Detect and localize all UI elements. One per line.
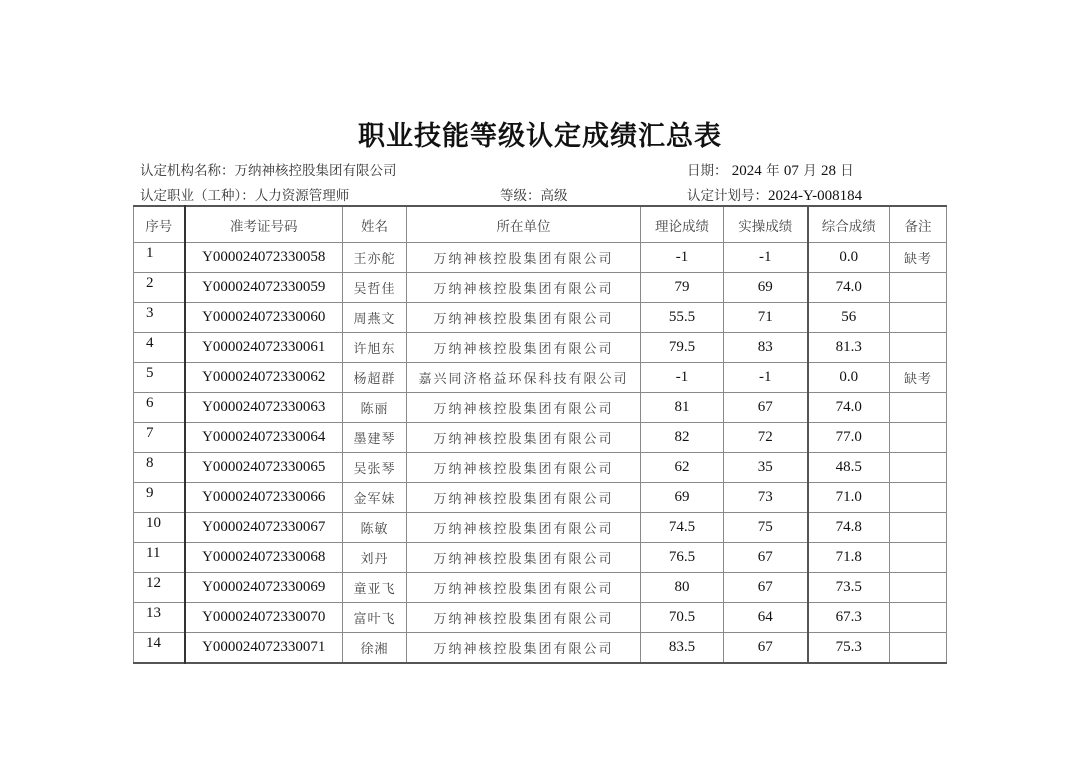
cell-index: 12: [134, 573, 185, 603]
cell-total-score: 71.8: [808, 543, 890, 573]
cell-practice-score: 67: [724, 393, 808, 423]
cell-index: 8: [134, 453, 185, 483]
cell-remark: [890, 603, 947, 633]
cell-name: 徐湘: [343, 633, 407, 664]
table-row: [134, 333, 947, 363]
cell-index: 10: [134, 513, 185, 543]
cell-unit: 万纳神核控股集团有限公司: [407, 603, 641, 633]
cell-unit: 万纳神核控股集团有限公司: [407, 303, 641, 333]
cell-total-score: 67.3: [808, 603, 890, 633]
table-row: [134, 513, 947, 543]
cell-cert-number: Y000024072330060: [185, 303, 343, 333]
cell-unit: 万纳神核控股集团有限公司: [407, 633, 641, 664]
cell-name: 王亦舵: [343, 243, 407, 273]
cell-index: 14: [134, 633, 185, 664]
plan-value: 2024-Y-008184: [768, 188, 863, 204]
cell-practice-score: 67: [724, 633, 808, 664]
cell-total-score: 81.3: [808, 333, 890, 363]
level-line: [500, 184, 568, 204]
table-row: [134, 423, 947, 453]
cell-unit: 万纳神核控股集团有限公司: [407, 573, 641, 603]
cell-cert-number: Y000024072330067: [185, 513, 343, 543]
cell-name: 陈敏: [343, 513, 407, 543]
cell-cert-number: Y000024072330071: [185, 633, 343, 664]
cell-name: 刘丹: [343, 543, 407, 573]
header-total-score: 综合成绩: [808, 206, 890, 243]
occupation-line: [140, 184, 349, 204]
cell-index: 7: [134, 423, 185, 453]
cell-cert-number: Y000024072330069: [185, 573, 343, 603]
date-year: 2024: [731, 163, 762, 179]
cell-cert-number: Y000024072330061: [185, 333, 343, 363]
cell-theory-score: 55.5: [641, 303, 724, 333]
cell-name: 陈丽: [343, 393, 407, 423]
level-value: 高级: [540, 188, 568, 204]
cell-practice-score: -1: [724, 243, 808, 273]
cell-cert-number: Y000024072330070: [185, 603, 343, 633]
cell-name: 许旭东: [343, 333, 407, 363]
header-cert-number: 准考证号码: [185, 206, 343, 243]
cell-remark: [890, 303, 947, 333]
cell-practice-score: 64: [724, 603, 808, 633]
plan-line: [687, 184, 862, 205]
cell-total-score: 56: [808, 303, 890, 333]
cell-total-score: 77.0: [808, 423, 890, 453]
cell-index: 5: [134, 363, 185, 393]
header-name: 姓名: [343, 206, 407, 243]
table-row: [134, 543, 947, 573]
cell-unit: 万纳神核控股集团有限公司: [407, 513, 641, 543]
org-line: [140, 159, 397, 179]
cell-theory-score: 81: [641, 393, 724, 423]
cell-total-score: 74.0: [808, 273, 890, 303]
table-row: [134, 243, 947, 273]
cell-remark: [890, 453, 947, 483]
cell-theory-score: 62: [641, 453, 724, 483]
cell-remark: 缺考: [890, 363, 947, 393]
cell-index: 13: [134, 603, 185, 633]
cell-total-score: 74.8: [808, 513, 890, 543]
cell-practice-score: 35: [724, 453, 808, 483]
cell-remark: [890, 483, 947, 513]
cell-name: 童亚飞: [343, 573, 407, 603]
cell-total-score: 71.0: [808, 483, 890, 513]
cell-theory-score: 80: [641, 573, 724, 603]
cell-total-score: 75.3: [808, 633, 890, 664]
cell-cert-number: Y000024072330068: [185, 543, 343, 573]
cell-theory-score: 69: [641, 483, 724, 513]
cell-index: 6: [134, 393, 185, 423]
cell-theory-score: -1: [641, 363, 724, 393]
org-label: 认定机构名称：: [140, 163, 235, 179]
cell-name: 金军妹: [343, 483, 407, 513]
header-index: 序号: [134, 206, 185, 243]
cell-remark: [890, 573, 947, 603]
level-label: 等级：: [500, 188, 541, 204]
cell-theory-score: 76.5: [641, 543, 724, 573]
cell-theory-score: 79: [641, 273, 724, 303]
cell-remark: [890, 273, 947, 303]
date-label: 日期：: [687, 163, 728, 179]
plan-label: 认定计划号：: [687, 188, 768, 204]
date-line: [687, 159, 854, 180]
cell-unit: 万纳神核控股集团有限公司: [407, 483, 641, 513]
cell-theory-score: 83.5: [641, 633, 724, 664]
cell-unit: 万纳神核控股集团有限公司: [407, 243, 641, 273]
cell-practice-score: 69: [724, 273, 808, 303]
cell-unit: 万纳神核控股集团有限公司: [407, 273, 641, 303]
occupation-label: 认定职业（工种）：: [140, 188, 255, 204]
cell-name: 富叶飞: [343, 603, 407, 633]
occupation-value: 人力资源管理师: [254, 188, 350, 204]
header-theory-score: 理论成绩: [641, 206, 724, 243]
score-table: [133, 205, 947, 664]
header-practice-score: 实操成绩: [724, 206, 808, 243]
cell-cert-number: Y000024072330066: [185, 483, 343, 513]
cell-practice-score: 67: [724, 543, 808, 573]
header-unit: 所在单位: [407, 206, 641, 243]
cell-name: 周燕文: [343, 303, 407, 333]
cell-unit: 万纳神核控股集团有限公司: [407, 543, 641, 573]
cell-total-score: 73.5: [808, 573, 890, 603]
table-row: [134, 573, 947, 603]
cell-remark: [890, 333, 947, 363]
cell-name: 墨建琴: [343, 423, 407, 453]
cell-practice-score: -1: [724, 363, 808, 393]
cell-remark: 缺考: [890, 243, 947, 273]
cell-cert-number: Y000024072330065: [185, 453, 343, 483]
table-header-row: [134, 206, 947, 243]
table-row: [134, 393, 947, 423]
date-day-unit: 日: [840, 163, 854, 179]
cell-practice-score: 71: [724, 303, 808, 333]
cell-practice-score: 72: [724, 423, 808, 453]
cell-cert-number: Y000024072330059: [185, 273, 343, 303]
cell-theory-score: 70.5: [641, 603, 724, 633]
cell-practice-score: 75: [724, 513, 808, 543]
cell-unit: 万纳神核控股集团有限公司: [407, 453, 641, 483]
cell-cert-number: Y000024072330058: [185, 243, 343, 273]
cell-unit: 万纳神核控股集团有限公司: [407, 423, 641, 453]
cell-unit: 万纳神核控股集团有限公司: [407, 393, 641, 423]
cell-practice-score: 73: [724, 483, 808, 513]
cell-total-score: 74.0: [808, 393, 890, 423]
cell-index: 1: [134, 243, 185, 273]
cell-cert-number: Y000024072330063: [185, 393, 343, 423]
table-row: [134, 363, 947, 393]
table-row: [134, 303, 947, 333]
date-year-unit: 年: [766, 163, 780, 179]
org-value: 万纳神核控股集团有限公司: [234, 163, 397, 179]
cell-practice-score: 83: [724, 333, 808, 363]
cell-practice-score: 67: [724, 573, 808, 603]
table-row: [134, 483, 947, 513]
cell-index: 3: [134, 303, 185, 333]
cell-remark: [890, 513, 947, 543]
cell-theory-score: 74.5: [641, 513, 724, 543]
date-month: 07: [783, 163, 799, 179]
cell-cert-number: Y000024072330062: [185, 363, 343, 393]
cell-remark: [890, 633, 947, 664]
document-title: 职业技能等级认定成绩汇总表: [358, 121, 722, 152]
date-month-unit: 月: [803, 163, 817, 179]
cell-name: 杨超群: [343, 363, 407, 393]
cell-total-score: 48.5: [808, 453, 890, 483]
header-remark: 备注: [890, 206, 947, 243]
cell-index: 9: [134, 483, 185, 513]
table-row: [134, 453, 947, 483]
cell-remark: [890, 393, 947, 423]
cell-index: 4: [134, 333, 185, 363]
cell-theory-score: 82: [641, 423, 724, 453]
cell-name: 吴张琴: [343, 453, 407, 483]
table-row: [134, 633, 947, 664]
cell-theory-score: -1: [641, 243, 724, 273]
cell-total-score: 0.0: [808, 363, 890, 393]
date-day: 28: [820, 163, 836, 179]
cell-unit: 嘉兴同济格益环保科技有限公司: [407, 363, 641, 393]
cell-index: 11: [134, 543, 185, 573]
cell-remark: [890, 543, 947, 573]
cell-index: 2: [134, 273, 185, 303]
cell-cert-number: Y000024072330064: [185, 423, 343, 453]
table-row: [134, 603, 947, 633]
table-row: [134, 273, 947, 303]
cell-remark: [890, 423, 947, 453]
cell-total-score: 0.0: [808, 243, 890, 273]
cell-theory-score: 79.5: [641, 333, 724, 363]
cell-unit: 万纳神核控股集团有限公司: [407, 333, 641, 363]
cell-name: 吴哲佳: [343, 273, 407, 303]
